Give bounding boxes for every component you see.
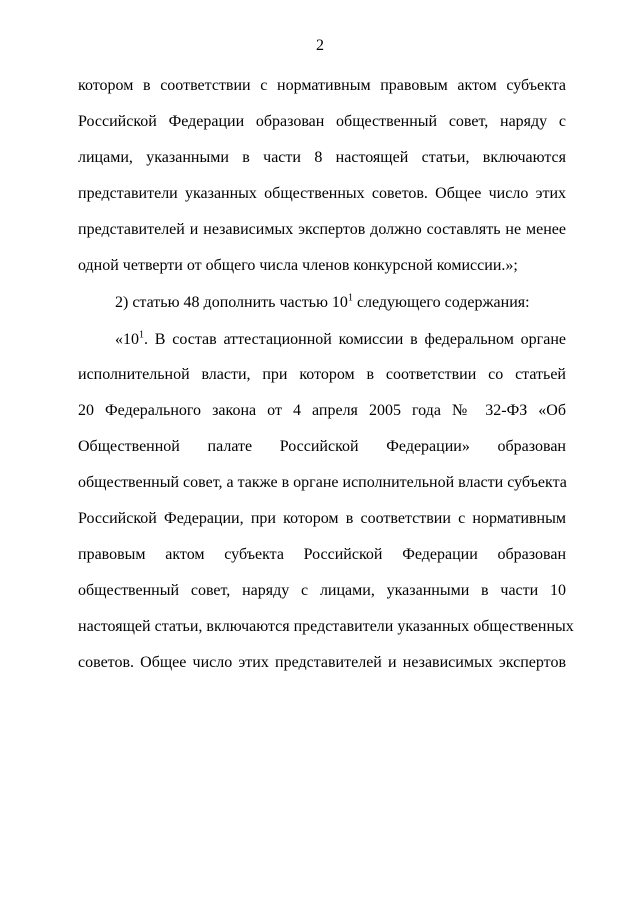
text-line: Российской Федерации, при котором в соответствии с нормативным — [78, 510, 566, 527]
text-line: настоящей статьи, включаются представители указанных общественных — [78, 618, 574, 635]
text-line: общественный совет, наряду с лицами, указанными в части 10 — [78, 582, 566, 599]
quote-open: «10 — [115, 331, 139, 348]
quote-first-line — [115, 330, 566, 350]
text-line: представителей и независимых экспертов должно составлять не менее — [78, 221, 566, 238]
text-line: советов. Общее число этих представителей и независимых экспертов — [78, 654, 566, 671]
item-2-text-end: следующего содержания: — [352, 294, 530, 311]
item-2-paragraph — [115, 293, 566, 313]
text-line: одной четверти от общего числа членов конкурсной комиссии.»; — [78, 257, 518, 274]
text-line: Российской Федерации образован общественный совет, наряду с — [78, 113, 566, 130]
quote-first-rest: . В состав аттестационной комиссии в федеральном органе — [144, 331, 566, 348]
text-line: 20 Федерального закона от 4 апреля 2005 года № 32-ФЗ «Об — [78, 402, 566, 419]
text-line: правовым актом субъекта Российской Федерации образован — [78, 546, 566, 563]
text-line: исполнительной власти, при котором в соответствии со статьей — [78, 366, 566, 383]
text-line: представители указанных общественных советов. Общее число этих — [78, 185, 566, 202]
text-line: общественный совет, а также в органе исполнительной власти субъекта — [78, 474, 567, 491]
text-line: лицами, указанными в части 8 настоящей статьи, включаются — [78, 149, 566, 166]
superscript: 1 — [139, 329, 144, 341]
text-line: котором в соответствии с нормативным правовым актом субъекта — [78, 77, 566, 94]
superscript: 1 — [347, 292, 353, 304]
page-number: 2 — [316, 37, 324, 54]
item-2-text: 2) статью 48 дополнить частью 10 — [115, 294, 348, 311]
text-line: Общественной палате Российской Федерации» образован — [78, 438, 566, 455]
